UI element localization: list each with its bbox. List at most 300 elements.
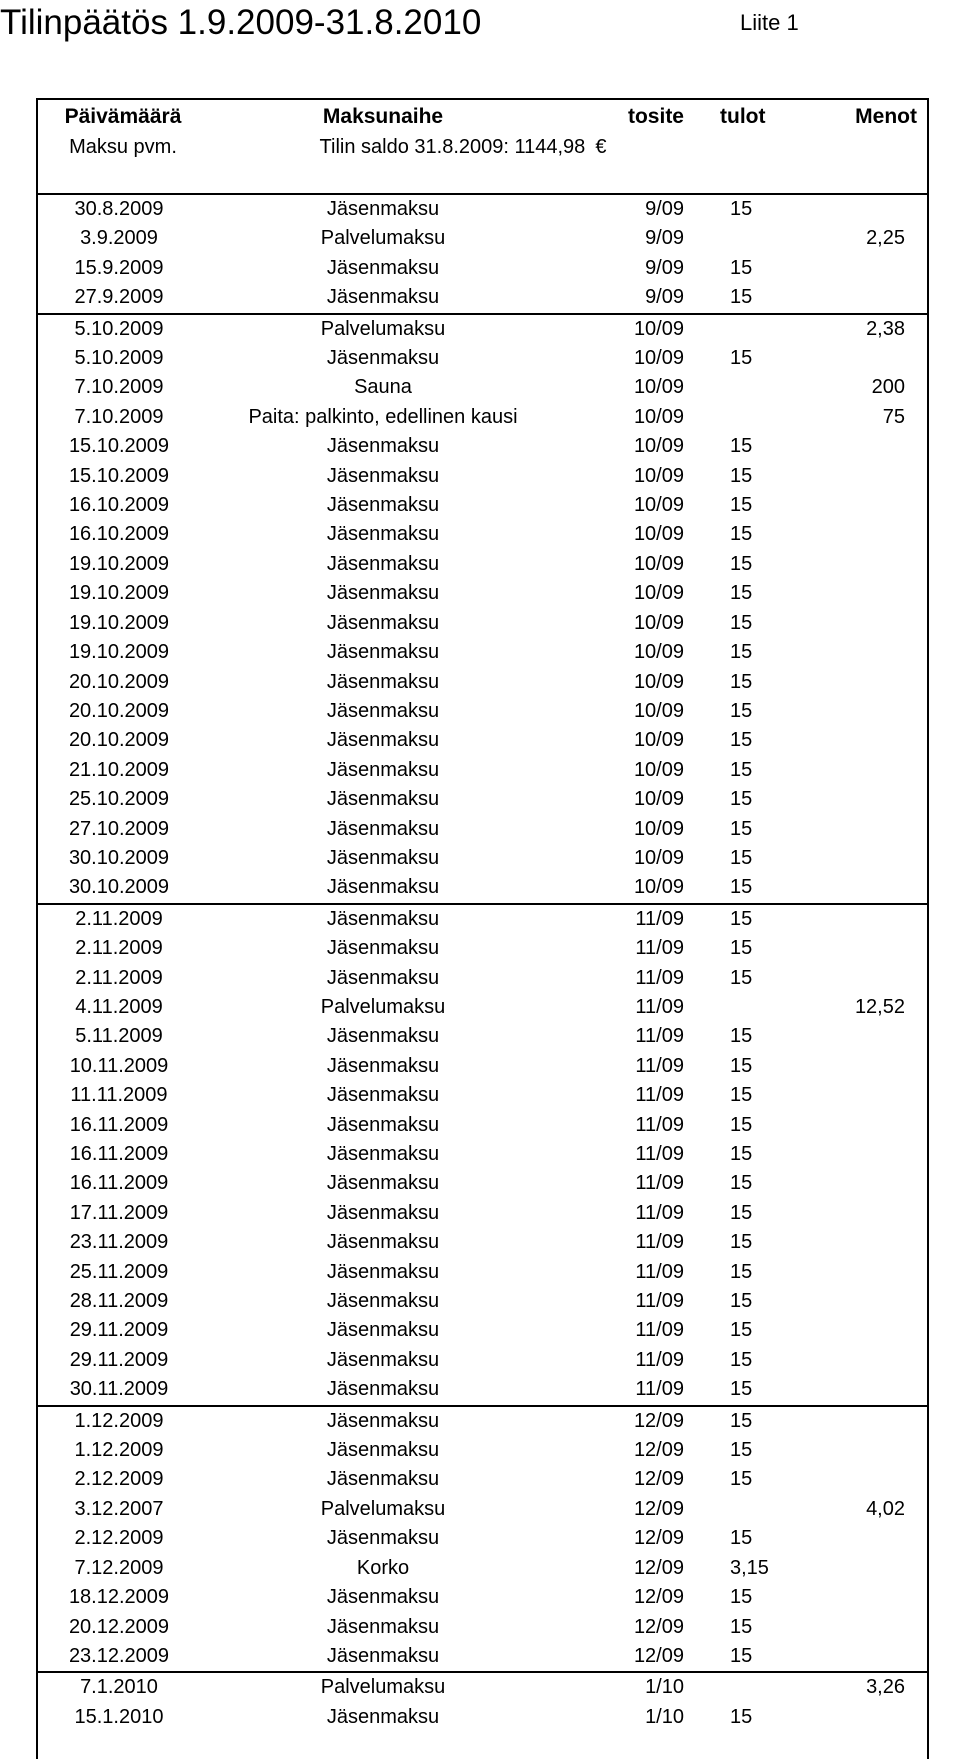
entry-voucher: 10/09 [633, 729, 684, 752]
entry-expense [803, 1316, 927, 1345]
entry-expense: 2,38 [803, 314, 927, 344]
entry-reason: Palvelumaksu [320, 995, 446, 1018]
entry-income: 15 [730, 1025, 753, 1048]
entry-income: 15 [730, 876, 753, 899]
entry-expense [803, 1554, 927, 1583]
entry-income [718, 1672, 803, 1702]
table-row [38, 224, 927, 253]
entry-voucher: 11/09 [635, 1084, 684, 1107]
table-row [38, 1465, 927, 1494]
entry-reason: Jäsenmaksu [326, 435, 440, 458]
table-row [38, 1169, 927, 1198]
entry-expense [803, 491, 927, 520]
entry-voucher: 11/09 [635, 966, 684, 989]
table-row [38, 1554, 927, 1583]
appendix-label: Liite 1 [740, 10, 799, 35]
entry-expense [803, 1524, 927, 1553]
entry-expense [803, 1052, 927, 1081]
entry-voucher: 10/09 [633, 846, 684, 869]
entry-date: 7.1.2010 [38, 1672, 208, 1702]
table-row [38, 1703, 927, 1732]
entry-income: 15 [730, 1705, 753, 1728]
table-row [38, 432, 927, 461]
entry-income: 15 [730, 1586, 753, 1609]
entry-date: 20.10.2009 [68, 670, 170, 693]
table-row [38, 785, 927, 814]
entry-voucher: 10/09 [633, 494, 684, 517]
table-row [38, 964, 927, 993]
table-row [38, 373, 927, 402]
table-row [38, 491, 927, 520]
entry-voucher: 10/09 [558, 314, 718, 344]
entry-date: 16.11.2009 [69, 1143, 169, 1165]
entry-reason: Jäsenmaksu [326, 1143, 440, 1165]
entry-reason: Jäsenmaksu [326, 1113, 440, 1136]
table-row [38, 1524, 927, 1553]
entry-date: 19.10.2009 [68, 582, 170, 605]
entry-income [718, 993, 803, 1022]
entry-expense [803, 1287, 927, 1316]
column-header-date: Päivämäärä [64, 105, 182, 128]
table-row [38, 1258, 927, 1287]
table-row [38, 1375, 927, 1405]
table-row [38, 1495, 927, 1524]
entry-reason: Palvelumaksu [208, 314, 558, 344]
entry-income: 15 [730, 1527, 753, 1550]
entry-voucher: 12/09 [633, 1586, 684, 1609]
entry-reason: Jäsenmaksu [326, 876, 440, 899]
entry-date: 4.11.2009 [75, 995, 163, 1018]
table-row [38, 314, 927, 344]
entry-income: 15 [730, 670, 753, 693]
entry-expense [803, 1436, 927, 1465]
entry-expense [803, 726, 927, 755]
entry-date: 1.12.2009 [38, 1406, 208, 1436]
entry-income: 15 [730, 1644, 753, 1667]
entry-date: 20.10.2009 [68, 699, 170, 722]
entry-expense: 12,52 [854, 995, 905, 1018]
entry-date: 19.10.2009 [68, 611, 170, 634]
entry-date: 16.10.2009 [68, 523, 170, 546]
entry-reason: Jäsenmaksu [326, 1705, 440, 1728]
entry-income: 15 [730, 582, 753, 605]
entry-voucher: 10/09 [633, 611, 684, 634]
table-row [38, 1346, 927, 1375]
entry-date: 5.11.2009 [75, 1025, 163, 1048]
entry-income: 15 [730, 523, 753, 546]
entry-income: 15 [730, 966, 753, 989]
entry-expense [803, 1583, 927, 1612]
entry-voucher: 1/10 [558, 1672, 718, 1702]
entry-date: 10.11.2009 [69, 1054, 169, 1077]
entry-expense [803, 1258, 927, 1287]
entry-voucher: 10/09 [633, 641, 684, 664]
entry-voucher: 12/09 [558, 1406, 718, 1436]
entry-date: 19.10.2009 [68, 552, 170, 575]
entry-income: 15 [730, 198, 753, 220]
table-row [38, 1583, 927, 1612]
entry-voucher: 11/09 [635, 1290, 684, 1313]
table-row [38, 815, 927, 844]
table-row [38, 550, 927, 579]
entry-voucher: 10/09 [633, 347, 684, 370]
entry-income [718, 403, 803, 432]
entry-income: 15 [730, 1201, 753, 1224]
table-row [38, 904, 927, 934]
entry-income: 15 [730, 1172, 753, 1195]
entry-voucher: 11/09 [635, 1260, 684, 1283]
entry-voucher: 11/09 [635, 937, 684, 960]
table-row [38, 283, 927, 313]
table-row [38, 520, 927, 549]
entry-income: 15 [730, 552, 753, 575]
header-spacer [38, 162, 927, 194]
entry-reason: Jäsenmaksu [326, 670, 440, 693]
entry-date: 15.10.2009 [68, 435, 170, 458]
entry-reason: Jäsenmaksu [326, 611, 440, 634]
entry-date: 29.11.2009 [69, 1348, 169, 1371]
entry-expense: 75 [882, 405, 905, 428]
entry-reason: Sauna [354, 376, 412, 399]
entry-reason: Jäsenmaksu [326, 1439, 440, 1462]
entry-expense [803, 1465, 927, 1494]
entry-date: 20.10.2009 [68, 729, 170, 752]
entry-expense: 4,02 [866, 1497, 905, 1520]
column-header-expense: Menot [855, 105, 917, 128]
entry-income: 15 [730, 1084, 753, 1107]
entry-income: 15 [730, 1439, 753, 1462]
entry-voucher: 9/09 [645, 256, 684, 279]
entry-date: 21.10.2009 [68, 758, 170, 781]
table-row [38, 1613, 927, 1642]
entry-reason: Jäsenmaksu [326, 347, 440, 370]
entry-reason: Palvelumaksu [208, 1672, 558, 1702]
entry-reason: Jäsenmaksu [326, 1231, 440, 1254]
entry-date: 1.12.2009 [74, 1439, 164, 1462]
entry-reason: Jäsenmaksu [326, 1615, 440, 1638]
entry-reason: Jäsenmaksu [326, 937, 440, 960]
entry-reason: Jäsenmaksu [326, 464, 440, 487]
entry-voucher: 11/09 [635, 1143, 684, 1165]
entry-expense [803, 609, 927, 638]
entry-voucher: 11/09 [635, 1054, 684, 1077]
entry-income: 15 [730, 817, 753, 840]
entry-date: 5.10.2009 [38, 314, 208, 344]
entry-reason: Jäsenmaksu [326, 256, 440, 279]
entry-voucher: 10/09 [633, 523, 684, 546]
entry-date: 27.10.2009 [68, 817, 170, 840]
table-row [38, 1228, 927, 1257]
entry-date: 17.11.2009 [69, 1201, 169, 1224]
entry-income: 15 [730, 641, 753, 664]
entry-date: 30.8.2009 [74, 198, 164, 220]
entry-reason: Jäsenmaksu [326, 729, 440, 752]
entry-expense [803, 1081, 927, 1110]
entry-voucher: 11/09 [635, 1113, 684, 1136]
table-row [38, 934, 927, 963]
entry-income: 15 [730, 758, 753, 781]
entry-reason: Palvelumaksu [320, 1497, 446, 1520]
entry-reason: Jäsenmaksu [326, 1644, 440, 1667]
entry-date: 25.10.2009 [68, 788, 170, 811]
table-row [38, 756, 927, 785]
ledger-table-frame [36, 98, 929, 1759]
entry-date: 11.11.2009 [70, 1084, 168, 1107]
entry-date: 15.9.2009 [74, 256, 164, 279]
entry-date: 19.10.2009 [68, 641, 170, 664]
entry-reason: Jäsenmaksu [326, 523, 440, 546]
entry-reason: Paita: palkinto, edellinen kausi [248, 405, 518, 428]
table-row [38, 1287, 927, 1316]
entry-income: 15 [730, 1319, 753, 1342]
entry-voucher: 11/09 [635, 1231, 684, 1254]
entry-expense [803, 462, 927, 491]
entry-date: 29.11.2009 [69, 1319, 169, 1342]
entry-expense [803, 1346, 927, 1375]
entry-voucher: 12/09 [633, 1468, 684, 1491]
table-row [38, 726, 927, 755]
entry-date: 5.10.2009 [74, 347, 164, 370]
entry-expense: 3,26 [803, 1672, 927, 1702]
table-row [38, 1436, 927, 1465]
entry-income: 15 [730, 699, 753, 722]
entry-reason: Jäsenmaksu [326, 1468, 440, 1491]
entry-expense [803, 873, 927, 903]
subheader-row [38, 132, 927, 162]
entry-date: 2.12.2009 [74, 1527, 164, 1550]
entry-voucher: 10/09 [633, 817, 684, 840]
entry-reason: Jäsenmaksu [326, 1319, 440, 1342]
entry-expense [803, 668, 927, 697]
entry-reason: Jäsenmaksu [326, 1378, 440, 1401]
entry-expense [803, 1169, 927, 1198]
entry-date: 2.11.2009 [38, 904, 208, 934]
column-header-row [38, 100, 927, 132]
entry-date: 2.12.2009 [74, 1468, 164, 1491]
entry-voucher: 10/09 [633, 405, 684, 428]
entry-date: 2.11.2009 [75, 937, 163, 960]
entry-reason: Jäsenmaksu [326, 966, 440, 989]
entry-income: 3,15 [730, 1556, 769, 1579]
entry-reason: Jäsenmaksu [326, 494, 440, 517]
entry-voucher: 11/09 [558, 904, 718, 934]
entry-expense [803, 1613, 927, 1642]
entry-date: 16.11.2009 [69, 1113, 169, 1136]
entry-reason: Jäsenmaksu [326, 552, 440, 575]
entry-reason: Jäsenmaksu [326, 1025, 440, 1048]
entry-voucher: 12/09 [633, 1556, 684, 1579]
entry-voucher: 10/09 [633, 876, 684, 899]
entry-expense [803, 520, 927, 549]
entry-date: 2.11.2009 [75, 966, 163, 989]
entry-voucher: 11/09 [635, 1172, 684, 1195]
column-header-income: tulot [720, 105, 766, 128]
entry-income: 15 [730, 435, 753, 458]
entry-voucher: 10/09 [633, 552, 684, 575]
entry-expense [803, 432, 927, 461]
entry-income: 15 [730, 1615, 753, 1638]
entry-date: 28.11.2009 [69, 1290, 169, 1313]
document-title: Tilinpäätös 1.9.2009-31.8.2010 [0, 3, 482, 42]
table-row [38, 993, 927, 1022]
table-row [38, 609, 927, 638]
opening-balance [208, 132, 718, 162]
table-row [38, 579, 927, 608]
entry-expense [803, 844, 927, 873]
entry-reason: Jäsenmaksu [326, 1527, 440, 1550]
entry-date: 15.1.2010 [74, 1705, 164, 1728]
entry-income: 15 [730, 1378, 753, 1401]
entry-voucher: 11/09 [635, 1348, 684, 1371]
entry-income: 15 [730, 256, 753, 279]
entry-expense [803, 1642, 927, 1672]
entry-income: 15 [730, 846, 753, 869]
entry-expense [803, 638, 927, 667]
opening-balance-text: Tilin saldo 31.8.2009: 1144,98 [319, 136, 586, 158]
entry-date: 7.10.2009 [74, 405, 164, 428]
entry-income [718, 314, 803, 344]
column-header-reason: Maksunaihe [322, 105, 444, 128]
entry-income: 15 [718, 904, 803, 934]
entry-date: 20.12.2009 [68, 1615, 170, 1638]
entry-reason: Jäsenmaksu [326, 1348, 440, 1371]
entry-voucher: 10/09 [633, 376, 684, 399]
entry-income [718, 224, 803, 253]
entry-expense [803, 254, 927, 283]
entry-reason: Korko [356, 1556, 410, 1579]
entry-income: 15 [730, 1260, 753, 1283]
entry-expense: 2,25 [866, 227, 905, 250]
entry-expense [803, 1228, 927, 1257]
entry-income: 15 [730, 464, 753, 487]
entry-income: 15 [730, 937, 753, 960]
entry-expense [803, 194, 927, 224]
entry-reason: Jäsenmaksu [326, 286, 440, 309]
entry-expense [803, 756, 927, 785]
table-row [38, 873, 927, 903]
entry-date: 7.10.2009 [74, 376, 164, 399]
entry-expense [803, 1140, 927, 1169]
column-header-voucher: tosite [627, 105, 684, 128]
entry-voucher: 9/09 [645, 198, 684, 220]
entry-reason: Jäsenmaksu [208, 1406, 558, 1436]
entry-reason: Jäsenmaksu [208, 904, 558, 934]
entry-expense [803, 550, 927, 579]
entry-income: 15 [730, 1468, 753, 1491]
table-row [38, 1081, 927, 1110]
entry-reason: Jäsenmaksu [326, 758, 440, 781]
entry-voucher: 12/09 [633, 1644, 684, 1667]
table-row [38, 1022, 927, 1051]
entry-voucher: 9/09 [645, 227, 684, 250]
entry-reason: Jäsenmaksu [326, 582, 440, 605]
entry-reason: Jäsenmaksu [326, 817, 440, 840]
entry-voucher: 12/09 [633, 1497, 684, 1520]
entry-expense [803, 1375, 927, 1405]
entry-expense [803, 1111, 927, 1140]
entry-reason: Jäsenmaksu [326, 699, 440, 722]
entry-date: 16.10.2009 [68, 494, 170, 517]
entry-date: 27.9.2009 [74, 286, 164, 309]
entry-reason: Jäsenmaksu [326, 641, 440, 664]
entry-expense [803, 785, 927, 814]
ledger-body [38, 194, 927, 1732]
entry-reason: Jäsenmaksu [326, 1290, 440, 1313]
entry-income [718, 1495, 803, 1524]
entry-reason: Palvelumaksu [320, 227, 446, 250]
entry-income: 15 [730, 1054, 753, 1077]
entry-income: 15 [730, 1348, 753, 1371]
entry-expense [803, 964, 927, 993]
entry-voucher: 1/10 [645, 1705, 684, 1728]
entry-voucher: 12/09 [633, 1527, 684, 1550]
entry-reason: Jäsenmaksu [326, 1084, 440, 1107]
table-row [38, 1406, 927, 1436]
entry-voucher: 11/09 [635, 995, 684, 1018]
table-row [38, 254, 927, 283]
entry-date: 30.10.2009 [68, 846, 170, 869]
entry-date: 3.12.2007 [74, 1497, 164, 1520]
table-row [38, 668, 927, 697]
entry-voucher: 10/09 [633, 788, 684, 811]
entry-reason: Jäsenmaksu [326, 1201, 440, 1224]
table-row [38, 1672, 927, 1702]
table-row [38, 1199, 927, 1228]
entry-voucher: 12/09 [633, 1615, 684, 1638]
entry-date: 30.11.2009 [69, 1378, 169, 1401]
entry-date: 15.10.2009 [68, 464, 170, 487]
ledger-table [38, 100, 927, 1732]
entry-voucher: 10/09 [633, 670, 684, 693]
entry-voucher: 11/09 [635, 1201, 684, 1224]
entry-income: 15 [730, 1113, 753, 1136]
entry-reason: Jäsenmaksu [326, 788, 440, 811]
payment-date-label: Maksu pvm. [69, 136, 177, 158]
table-row [38, 462, 927, 491]
entry-income: 15 [730, 1290, 753, 1313]
euro-icon: € [595, 136, 607, 158]
entry-reason: Jäsenmaksu [326, 846, 440, 869]
entry-expense [803, 1199, 927, 1228]
entry-income: 15 [730, 1231, 753, 1254]
table-row [38, 638, 927, 667]
entry-expense [803, 815, 927, 844]
entry-voucher: 9/09 [645, 286, 684, 309]
table-row [38, 194, 927, 224]
entry-reason: Jäsenmaksu [326, 198, 440, 220]
table-row [38, 403, 927, 432]
entry-expense [803, 1022, 927, 1051]
entry-income: 15 [730, 494, 753, 517]
entry-date: 16.11.2009 [69, 1172, 169, 1195]
table-row [38, 1316, 927, 1345]
entry-date: 23.11.2009 [69, 1231, 169, 1254]
table-row [38, 1111, 927, 1140]
entry-voucher: 10/09 [633, 435, 684, 458]
entry-expense [803, 1703, 927, 1732]
entry-expense [803, 904, 927, 934]
entry-expense: 200 [871, 376, 905, 399]
entry-voucher: 10/09 [633, 699, 684, 722]
entry-income: 15 [730, 347, 753, 370]
entry-voucher: 11/09 [635, 1319, 684, 1342]
entry-income: 15 [730, 729, 753, 752]
entry-expense [803, 934, 927, 963]
entry-expense [803, 283, 927, 313]
entry-income [718, 373, 803, 402]
table-row [38, 1140, 927, 1169]
table-row [38, 1642, 927, 1672]
